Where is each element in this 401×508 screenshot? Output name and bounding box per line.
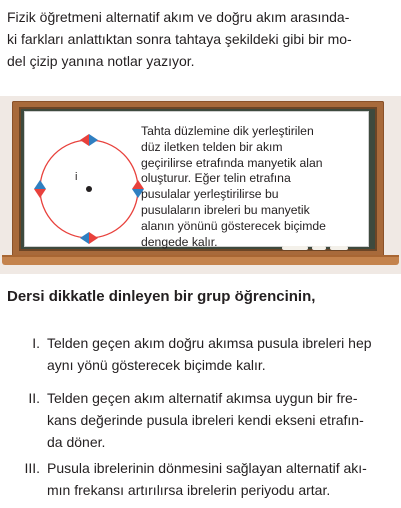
statement-number: II. <box>28 390 40 406</box>
note-line: pusulalar yerleştirilirse bu <box>141 187 279 202</box>
board-frame <box>12 101 384 257</box>
note-line: alanın yönünü gösterecek biçimde <box>141 218 326 233</box>
intro-line: ki farkları anlattıktan sonra tahtaya şekildeki gibi bir mo- <box>7 31 352 47</box>
chalk-tray <box>2 255 399 265</box>
statement-line: aynı yönü gösterecek biçimde kalır. <box>47 357 266 373</box>
statement-number: I. <box>32 335 40 351</box>
statement-line: Pusula ibrelerinin dönmesini sağlayan alternatif akı- <box>47 460 367 476</box>
statement-line: da döner. <box>47 434 106 450</box>
note-line: dengede kalır. <box>141 234 218 249</box>
compass-top-icon <box>80 134 98 146</box>
note-line: geçirilirse etrafında manyetik alan <box>141 155 323 170</box>
magnetic-field-diagram <box>33 120 145 244</box>
intro-line: del çizip yanına notlar yazıyor. <box>7 53 195 69</box>
note-paper <box>24 111 369 247</box>
chalkboard-illustration <box>0 96 401 274</box>
chalk-pieces <box>282 246 348 250</box>
board-surface <box>21 109 375 249</box>
compass-bottom-icon <box>80 232 98 244</box>
note-line: düz iletken telden bir akım <box>141 139 283 154</box>
statement-number: III. <box>24 460 40 476</box>
statement-text <box>47 457 386 501</box>
note-line: oluşturur. Eğer telin etrafına <box>141 171 291 186</box>
board-border <box>19 107 377 251</box>
statement-line: mın frekansı artırılırsa ibrelerin periyodu artar. <box>47 482 331 498</box>
question-heading: Dersi dikkatle dinleyen bir grup öğrencinin, <box>7 288 316 305</box>
intro-line: Fizik öğretmeni alternatif akım ve doğru akım arasında- <box>7 9 350 25</box>
statement-line: Telden geçen akım doğru akımsa pusula ibreleri hep <box>47 335 372 351</box>
statement-line: Telden geçen akım alternatif akımsa uygun bir fre- <box>47 390 358 406</box>
statement-text <box>47 387 386 453</box>
board-note <box>141 124 361 250</box>
current-label: i <box>75 171 78 183</box>
statement-line: kans değerinde pusula ibreleri kendi ekseni etrafın- <box>47 412 364 428</box>
wire-dot <box>86 186 92 192</box>
note-line: Tahta düzlemine dik yerleştirilen <box>141 124 314 138</box>
statement-text <box>47 332 386 376</box>
compass-left-icon <box>34 180 46 198</box>
intro-paragraph <box>7 6 393 72</box>
note-line: pusulaların ibreleri bu manyetik <box>141 202 310 217</box>
